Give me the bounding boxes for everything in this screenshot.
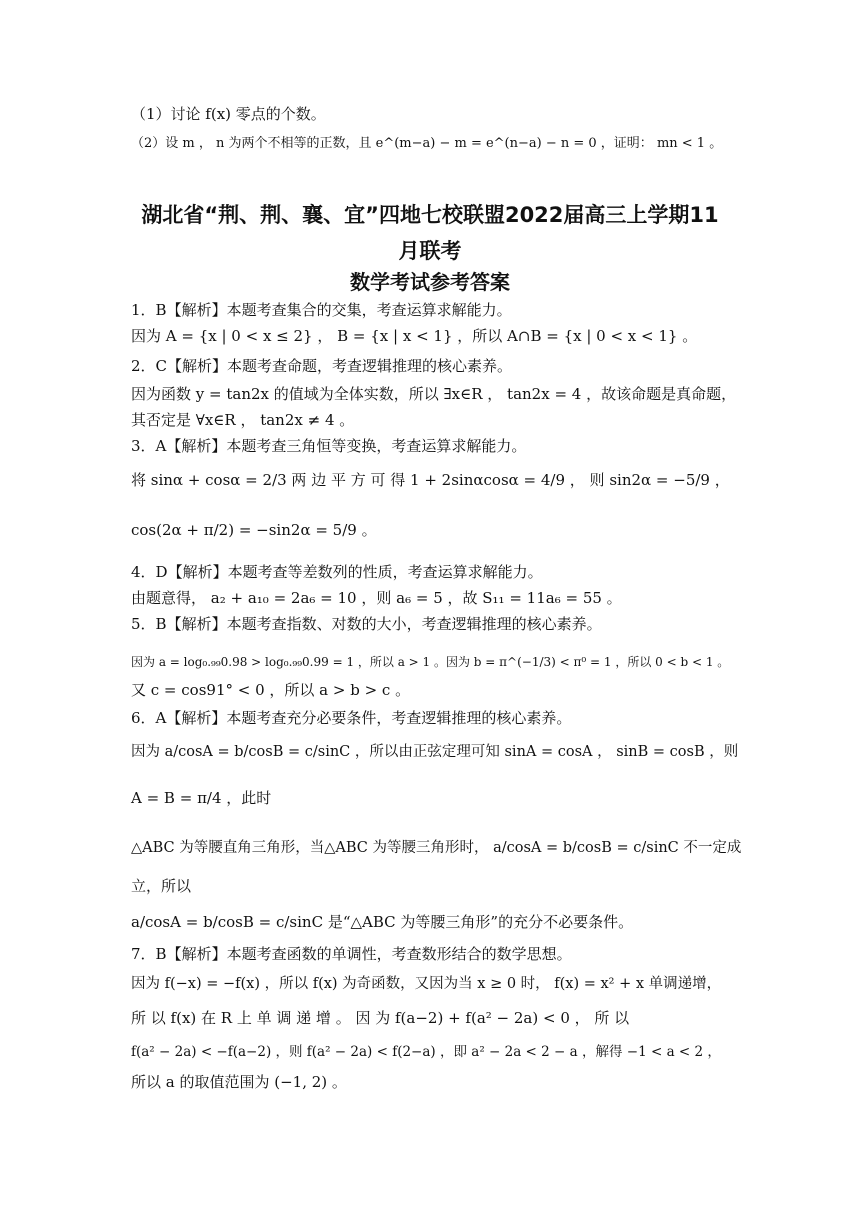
document-title-line-2: 月联考 — [398, 239, 462, 263]
answer-6-body-5: a/cosA = b/cosB = c/sinC 是“△ABC 为等腰三角形”的充分不必要条件。 — [131, 913, 634, 931]
answer-7-body-4: 所以 a 的取值范围为 (−1, 2) 。 — [131, 1073, 347, 1091]
answer-5-body-1: 因为 a = log₀.₉₉0.98 > log₀.₉₉0.99 = 1 ，所以 a > 1 。因为 b = π^(−1/3) < π⁰ = 1 ，所以 0 < b < 1 。 — [131, 655, 730, 669]
answer-2-body-1: 因为函数 y = tan2x 的值域为全体实数，所以 ∃x∈R ， tan2x = 4 ，故该命题是真命题， — [131, 385, 737, 403]
answer-3-header: 3．A【解析】本题考查三角恒等变换，考查运算求解能力。 — [131, 437, 527, 455]
answer-6-body-4: 立，所以 — [131, 877, 192, 895]
answer-7-body-1: 因为 f(−x) = −f(x) ，所以 f(x) 为奇函数，又因为当 x ≥ 0 时， f(x) = x² + x 单调递增， — [131, 976, 722, 992]
answer-1-body: 因为 A = {x | 0 < x ≤ 2} ， B = {x | x < 1} ，所以 A∩B = {x | 0 < x < 1} 。 — [131, 327, 698, 345]
answer-7-header: 7．B【解析】本题考查函数的单调性，考查数形结合的数学思想。 — [131, 945, 572, 963]
answer-4-body: 由题意得， a₂ + a₁₀ = 2a₆ = 10 ，则 a₆ = 5 ，故 S₁₁ = 11a₆ = 55 。 — [131, 589, 622, 607]
answer-7-body-2: 所 以 f(x) 在 R 上 单 调 递 增 。 因 为 f(a−2) + f(a² − 2a) < 0 ， 所 以 — [131, 1009, 630, 1027]
question-part-1: （1）讨论 f(x) 零点的个数。 — [131, 105, 326, 123]
answer-key-title: 数学考试参考答案 — [350, 270, 510, 294]
answer-1-header: 1．B【解析】本题考查集合的交集，考查运算求解能力。 — [131, 301, 512, 319]
answer-3-body-1: 将 sinα + cosα = 2/3 两 边 平 方 可 得 1 + 2sinαcosα = 4/9 ， 则 sin2α = −5/9 ， — [131, 471, 730, 489]
answer-6-body-3: △ABC 为等腰直角三角形，当△ABC 为等腰三角形时， a/cosA = b/cosB = c/sinC 不一定成 — [131, 840, 742, 856]
answer-5-body-2: 又 c = cos91° < 0 ，所以 a > b > c 。 — [131, 681, 411, 699]
document-title-line-1: 湖北省“荆、荆、襄、宜”四地七校联盟2022届高三上学期11 — [141, 203, 719, 227]
answer-6-body-2: A = B = π/4 ，此时 — [131, 789, 272, 807]
question-part-2: （2）设 m ， n 为两个不相等的正数，且 e^(m−a) − m = e^(n−a) − n = 0 ，证明： mn < 1 。 — [131, 136, 723, 151]
answer-2-header: 2．C【解析】本题考查命题，考查逻辑推理的核心素养。 — [131, 357, 513, 375]
answer-5-header: 5．B【解析】本题考查指数、对数的大小，考查逻辑推理的核心素养。 — [131, 615, 602, 633]
answer-6-header: 6．A【解析】本题考查充分必要条件，考查逻辑推理的核心素养。 — [131, 709, 572, 727]
answer-4-header: 4．D【解析】本题考查等差数列的性质，考查运算求解能力。 — [131, 563, 543, 581]
answer-3-body-2: cos(2α + π/2) = −sin2α = 5/9 。 — [131, 521, 377, 539]
answer-2-body-2: 其否定是 ∀x∈R ， tan2x ≠ 4 。 — [131, 411, 355, 429]
answer-6-body-1: 因为 a/cosA = b/cosB = c/sinC ，所以由正弦定理可知 sinA = cosA ， sinB = cosB ，则 — [131, 744, 739, 760]
answer-7-body-3: f(a² − 2a) < −f(a−2) ，则 f(a² − 2a) < f(2−a) ，即 a² − 2a < 2 − a ，解得 −1 < a < 2 ， — [131, 1044, 721, 1060]
